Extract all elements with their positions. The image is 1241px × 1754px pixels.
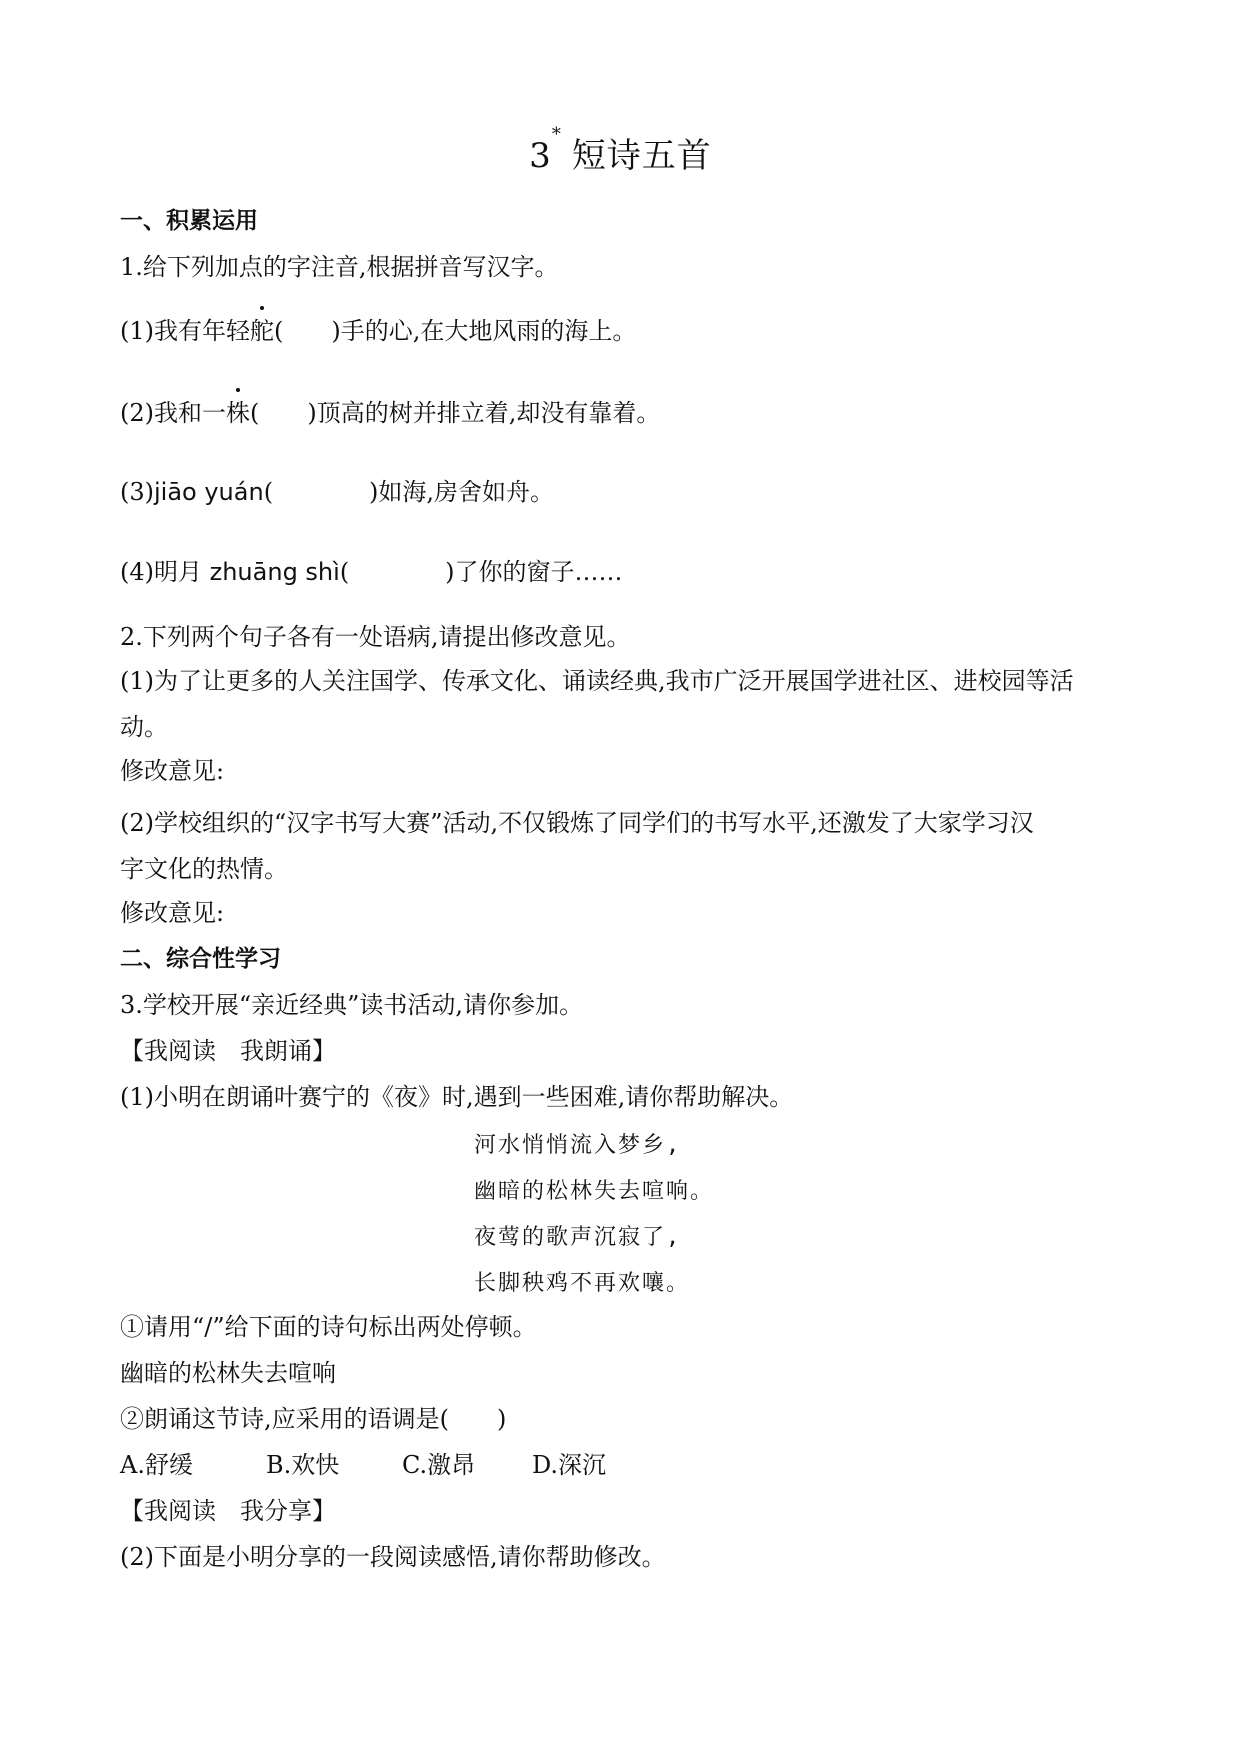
q1-item3: [120, 477, 554, 507]
q3-part1-question: (1)小明在朗诵叶赛宁的《夜》时,遇到一些困难,请你帮助解决。: [120, 1083, 794, 1111]
poem-line: 幽暗的松林失去喧响。: [474, 1179, 715, 1204]
q2-s1-line2: 动。: [120, 713, 168, 741]
option-d[interactable]: D.深沉: [532, 1451, 607, 1479]
q1-item2: [120, 398, 660, 428]
q1-item4: [120, 557, 623, 587]
q1-item1-answer-blank[interactable]: ( ): [274, 317, 341, 345]
q1-stem: 1.给下列加点的字注音,根据拼音写汉字。: [120, 253, 559, 281]
title-text: 短诗五首: [571, 136, 712, 176]
q1-item2-before: (2)我和一: [120, 399, 226, 427]
q2-s2-line1: (2)学校组织的“汉字书写大赛”活动,不仅锻炼了同学们的书写水平,还激发了大家学习汉: [120, 809, 1034, 837]
q1-item3-after: 如海,房舍如舟。: [378, 478, 555, 506]
poem-line: 夜莺的歌声沉寂了,: [474, 1225, 682, 1250]
poem-line: 河水悄悄流入梦乡,: [474, 1133, 682, 1158]
option-a[interactable]: A.舒缓: [120, 1451, 193, 1479]
q1-item2-dotted-char: 株: [226, 399, 250, 427]
q1-item4-answer-blank[interactable]: ( ): [339, 558, 455, 586]
section2-heading: 二、综合性学习: [120, 946, 281, 972]
q1-item3-pinyin: jiāo yuán: [154, 478, 264, 506]
q1-item3-num: (3): [120, 478, 154, 506]
title-number: 3: [529, 136, 552, 176]
section1-heading: 一、积累运用: [120, 208, 258, 234]
q1-item2-after: 顶高的树并排立着,却没有靠着。: [316, 399, 661, 427]
q1-item4-num: (4)明月: [120, 558, 210, 586]
q2-s2-line2: 字文化的热情。: [120, 855, 288, 883]
q3-sub2: ②朗诵这节诗,应采用的语调是( ): [120, 1405, 507, 1433]
q1-item3-answer-blank[interactable]: ( ): [263, 478, 379, 506]
q3-sub1-line[interactable]: 幽暗的松林失去喧响: [120, 1359, 336, 1387]
q3-part2-label: 【我阅读 我分享】: [120, 1497, 336, 1525]
q1-item4-after: 了你的窗子……: [454, 558, 623, 586]
q3-part1-label: 【我阅读 我朗诵】: [120, 1037, 336, 1065]
q2-s2-answer-label[interactable]: 修改意见:: [120, 899, 225, 927]
q2-s1-answer-label[interactable]: 修改意见:: [120, 757, 225, 785]
q3-part2-question: (2)下面是小明分享的一段阅读感悟,请你帮助修改。: [120, 1543, 666, 1571]
poem-line: 长脚秧鸡不再欢嚷。: [474, 1271, 691, 1296]
q3-options: [120, 1450, 606, 1480]
option-b[interactable]: B.欢快: [266, 1451, 340, 1479]
q1-item1: [120, 316, 636, 346]
q1-item4-pinyin: zhuāng shì: [209, 558, 340, 586]
q2-s1-line1: (1)为了让更多的人关注国学、传承文化、诵读经典,我市广泛开展国学进社区、进校园等活: [120, 667, 1074, 695]
title-mark: *: [551, 124, 562, 145]
q1-item1-before: (1)我有年轻: [120, 317, 250, 345]
q1-item1-after: 手的心,在大地风雨的海上。: [340, 317, 637, 345]
page-title: [0, 124, 1241, 177]
q3-stem: 3.学校开展“亲近经典”读书活动,请你参加。: [120, 991, 584, 1019]
q2-stem: 2.下列两个句子各有一处语病,请提出修改意见。: [120, 623, 631, 651]
q3-sub1: ①请用“/”给下面的诗句标出两处停顿。: [120, 1313, 537, 1341]
q1-item1-dotted-char: 舵: [250, 317, 274, 345]
q1-item2-answer-blank[interactable]: ( ): [250, 399, 317, 427]
option-c[interactable]: C.激昂: [402, 1451, 476, 1479]
